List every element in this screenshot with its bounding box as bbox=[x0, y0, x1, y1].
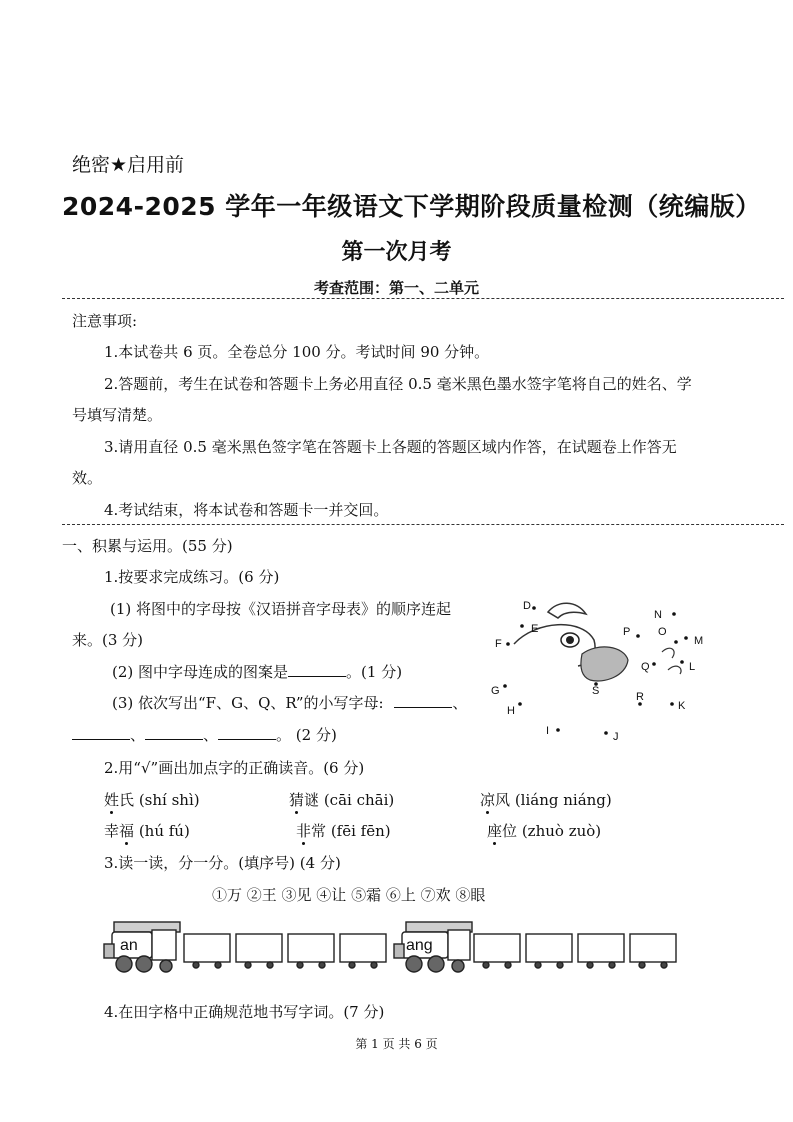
engine-bumper bbox=[394, 944, 404, 958]
sorting-trains bbox=[100, 918, 690, 980]
q2-item-3 bbox=[480, 789, 612, 810]
fish-pupil bbox=[566, 636, 574, 644]
train-car[interactable] bbox=[578, 934, 624, 962]
fish-whisker-sketch bbox=[662, 648, 674, 658]
q3-title: 3.读一读，分一分。(填序号) (4 分) bbox=[104, 854, 341, 872]
engine-front bbox=[152, 930, 176, 960]
train-car[interactable] bbox=[288, 934, 334, 962]
note-2a: 2.答题前，考生在试卷和答题卡上务必用直径 0.5 毫米黑色墨水签字笔将自己的姓名、学 bbox=[104, 375, 692, 393]
letter-i: I bbox=[546, 725, 550, 737]
pinyin-options[interactable]: (fēi fēn) bbox=[330, 822, 391, 840]
page-footer: 第 1 页 共 6 页 bbox=[355, 1037, 438, 1051]
q2-item-2 bbox=[289, 789, 394, 810]
fish-tail-shape bbox=[581, 647, 628, 681]
note-4: 4.考试结束，将本试卷和答题卡一并交回。 bbox=[104, 501, 389, 519]
plain-char: 幸 bbox=[104, 822, 120, 840]
divider-top bbox=[62, 298, 784, 299]
plain-char: 风 bbox=[495, 791, 511, 809]
letter-s: S bbox=[592, 685, 600, 697]
train-label-ang: ang bbox=[406, 937, 433, 954]
answer-blank-g[interactable] bbox=[72, 725, 130, 740]
train-car[interactable] bbox=[526, 934, 572, 962]
separator: 、 bbox=[203, 726, 219, 744]
exam-subtitle: 第一次月考 bbox=[341, 239, 452, 265]
q2-title: 2.用“√”画出加点字的正确读音。(6 分) bbox=[104, 759, 365, 777]
q1-part2-text: (2) 图中字母连成的图案是 bbox=[112, 663, 289, 681]
letter-m: M bbox=[694, 635, 704, 647]
fish-whisker-sketch-2 bbox=[668, 666, 681, 674]
letter-l: L bbox=[689, 661, 696, 673]
q1-part3-score: 。 (2 分) bbox=[276, 726, 337, 744]
notes-heading: 注意事项: bbox=[72, 312, 138, 330]
q4-title: 4.在田字格中正确规范地书写字词。(7 分) bbox=[104, 1003, 385, 1021]
engine-wheel bbox=[428, 956, 444, 972]
q2-item-5 bbox=[296, 820, 391, 841]
dotted-char: 福 bbox=[119, 822, 135, 840]
pinyin-options[interactable]: (liáng niáng) bbox=[514, 791, 612, 809]
engine-bumper bbox=[104, 944, 114, 958]
letter-h: H bbox=[507, 705, 515, 717]
plain-char: 氏 bbox=[119, 791, 135, 809]
train-car[interactable] bbox=[340, 934, 386, 962]
dotted-char: 非 bbox=[296, 822, 312, 840]
letter-j: J bbox=[613, 731, 619, 743]
q1-part3-text: (3) 依次写出“F、G、Q、R”的小写字母: bbox=[112, 694, 384, 712]
fish-fin-sketch bbox=[548, 603, 586, 618]
train-car[interactable] bbox=[474, 934, 520, 962]
engine-wheel bbox=[116, 956, 132, 972]
engine-wheel bbox=[160, 960, 172, 972]
separator: 、 bbox=[130, 726, 146, 744]
dotted-char: 猜 bbox=[289, 791, 305, 809]
separator: 、 bbox=[452, 694, 468, 712]
letter-k: K bbox=[678, 700, 686, 712]
plain-char: 常 bbox=[311, 822, 327, 840]
pinyin-options[interactable]: (cāi chāi) bbox=[323, 791, 395, 809]
dotted-char: 凉 bbox=[480, 791, 496, 809]
train-car[interactable] bbox=[184, 934, 230, 962]
note-1: 1.本试卷共 6 页。全卷总分 100 分。考试时间 90 分钟。 bbox=[104, 343, 490, 361]
engine-wheel bbox=[136, 956, 152, 972]
answer-blank-f[interactable] bbox=[394, 693, 452, 708]
q1-part1a: (1) 将图中的字母按《汉语拼音字母表》的顺序连起 bbox=[110, 600, 452, 618]
answer-blank-pattern[interactable] bbox=[288, 662, 346, 677]
note-3b: 效。 bbox=[72, 469, 103, 487]
q2-item-1 bbox=[104, 789, 200, 810]
letter-o: O bbox=[658, 626, 667, 638]
plain-char: 位 bbox=[502, 822, 518, 840]
letter-n: N bbox=[654, 609, 662, 621]
exam-title: 2024-2025 学年一年级语文下学期阶段质量检测（统编版） bbox=[62, 192, 761, 221]
q1-part3 bbox=[112, 692, 467, 713]
q3-options: ①万 ②王 ③见 ④让 ⑤霜 ⑥上 ⑦欢 ⑧眼 bbox=[212, 886, 486, 904]
q1-part3-cont bbox=[72, 724, 337, 745]
train-car[interactable] bbox=[630, 934, 676, 962]
engine-wheel bbox=[452, 960, 464, 972]
section1-heading: 一、积累与运用。(55 分) bbox=[62, 537, 233, 555]
engine-wheel bbox=[406, 956, 422, 972]
confidential-label: 绝密★启用前 bbox=[72, 154, 185, 176]
answer-blank-r[interactable] bbox=[218, 725, 276, 740]
q1-part1b: 来。(3 分) bbox=[72, 631, 144, 649]
train-car[interactable] bbox=[236, 934, 282, 962]
exam-scope: 考查范围：第一、二单元 bbox=[313, 279, 479, 297]
pinyin-options[interactable]: (hú fú) bbox=[138, 822, 190, 840]
divider-bottom bbox=[62, 524, 784, 525]
letter-r: R bbox=[636, 691, 644, 703]
letter-p: P bbox=[623, 626, 631, 638]
train-label-an: an bbox=[120, 937, 138, 954]
letter-d: D bbox=[523, 600, 531, 612]
q2-item-6 bbox=[487, 820, 601, 841]
q1-title: 1.按要求完成练习。(6 分) bbox=[104, 568, 280, 586]
answer-blank-q[interactable] bbox=[145, 725, 203, 740]
dotted-char: 姓 bbox=[104, 791, 120, 809]
q1-part2 bbox=[112, 661, 402, 682]
letter-g: G bbox=[491, 685, 500, 697]
pinyin-options[interactable]: (shí shì) bbox=[138, 791, 200, 809]
dot-to-dot-figure bbox=[486, 592, 726, 752]
plain-char: 谜 bbox=[304, 791, 320, 809]
letter-f: F bbox=[495, 638, 502, 650]
dotted-char: 座 bbox=[487, 822, 503, 840]
letter-e: E bbox=[531, 623, 539, 635]
pinyin-options[interactable]: (zhuò zuò) bbox=[521, 822, 602, 840]
note-2b: 号填写清楚。 bbox=[72, 406, 163, 424]
letter-q: Q bbox=[641, 661, 650, 673]
note-3a: 3.请用直径 0.5 毫米黑色签字笔在答题卡上各题的答题区域内作答，在试题卷上作答无 bbox=[104, 438, 677, 456]
engine-front bbox=[448, 930, 470, 960]
q1-part2-score: 。(1 分) bbox=[346, 663, 403, 681]
q2-item-4 bbox=[104, 820, 190, 841]
